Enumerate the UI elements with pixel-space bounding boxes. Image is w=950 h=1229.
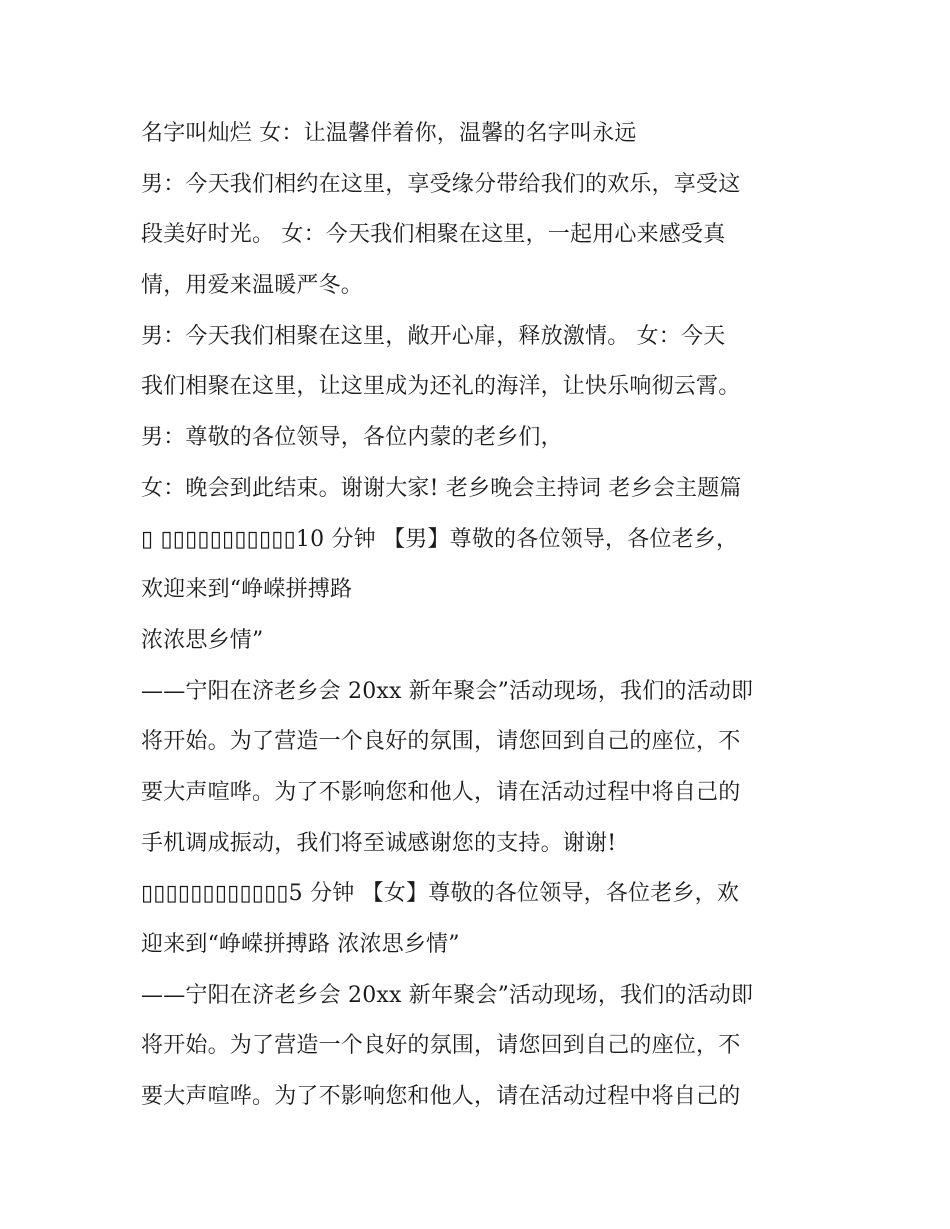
text-line: 女：晚会到此结束。谢谢大家! 老乡晚会主持词 老乡会主题篇 [141,475,742,501]
text-line: ▯ ▯▯▯▯▯▯▯▯▯▯▯10 分钟 【男】尊敬的各位领导，各位老乡， [141,526,739,552]
text-line: 男：尊敬的各位领导，各位内蒙的老乡们， [141,425,563,451]
text-line: 男：今天我们相聚在这里，敞开心扉，释放激情。 女：今天 [141,323,726,349]
text-line: ——宁阳在济老乡会 20xx 新年聚会”活动现场，我们的活动即 [141,982,754,1008]
document-body [141,109,821,1123]
text-line: 情，用爱来温暖严冬。 [141,273,364,299]
text-line: 名字叫灿烂 女：让温馨伴着你，温馨的名字叫永远 [141,121,637,146]
text-line: 我们相聚在这里，让这里成为还礼的海洋，让快乐响彻云霄。 [141,374,741,400]
text-line: 手机调成振动，我们将至诚感谢您的支持。谢谢! [141,830,617,856]
text-line: 要大声喧哗。为了不影响您和他人，请在活动过程中将自己的 [141,1084,741,1110]
text-line: 将开始。为了营造一个良好的氛围，请您回到自己的座位，不 [141,729,741,755]
text-line: 迎来到“峥嵘拼搏路 浓浓思乡情” [141,932,460,957]
text-line: 将开始。为了营造一个良好的氛围，请您回到自己的座位，不 [141,1033,741,1059]
text-line: ——宁阳在济老乡会 20xx 新年聚会”活动现场，我们的活动即 [141,678,754,704]
text-line: 浓浓思乡情” [141,627,264,653]
text-line: 段美好时光。 女：今天我们相聚在这里，一起用心来感受真 [141,222,726,248]
text-line: 欢迎来到“峥嵘拼搏路 [141,577,353,603]
text-line: ▯▯▯▯▯▯▯▯▯▯▯▯5 分钟 【女】尊敬的各位领导，各位老乡，欢 [141,881,740,907]
text-line: 男：今天我们相约在这里，享受缘分带给我们的欢乐，享受这 [141,171,741,197]
text-line: 要大声喧哗。为了不影响您和他人，请在活动过程中将自己的 [141,779,741,805]
